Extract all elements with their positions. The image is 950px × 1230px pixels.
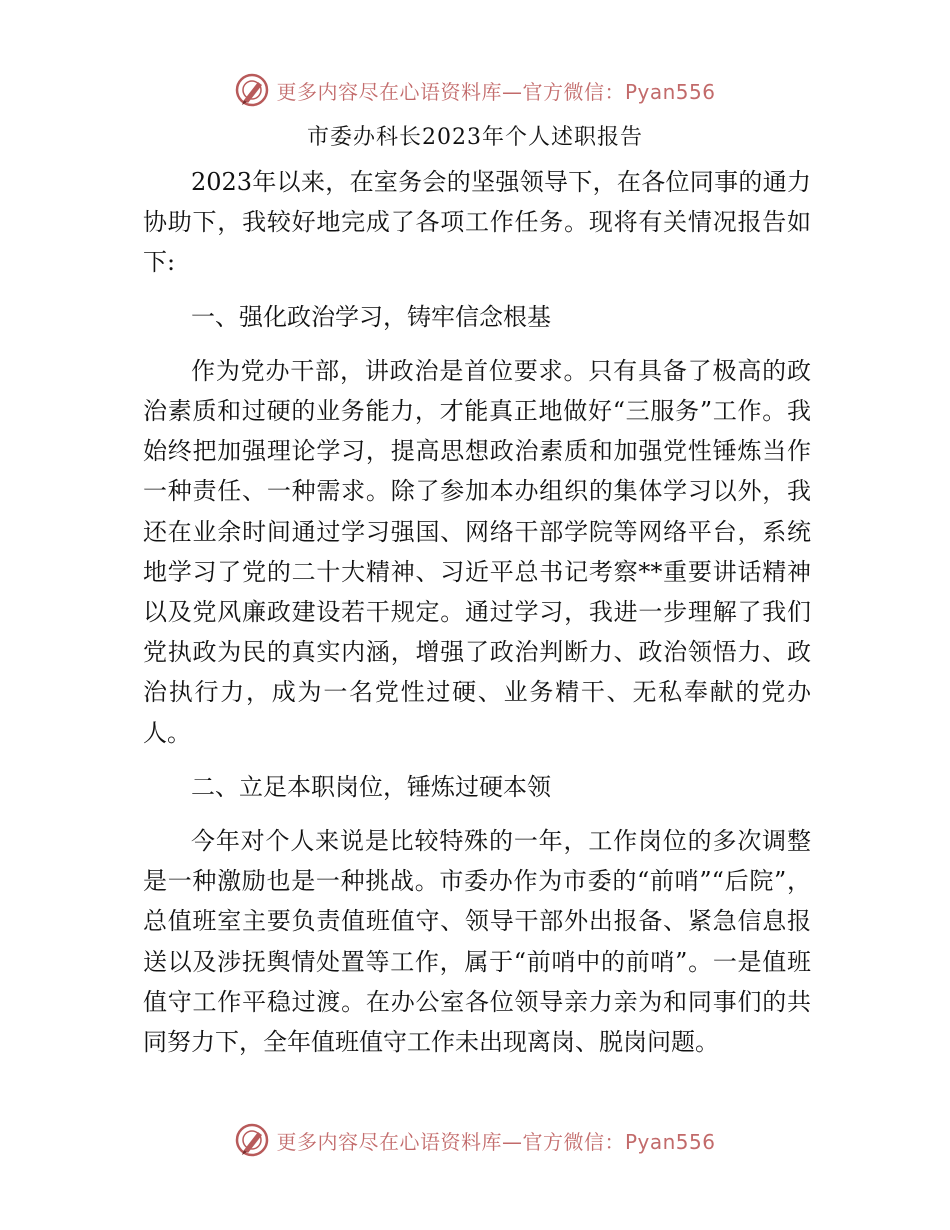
section-2-paragraph: 今年对个人来说是比较特殊的一年，工作岗位的多次调整是一种激励也是一种挑战。市委办作为市委的“前哨”“后院”，总值班室主要负责值班值守、领导干部外出报备、紧急信息报送以及涉抚舆情处置等工作，属于“前哨中的前哨”。一是值班值守工作平稳过渡。在办公室各位领导亲力亲为和同事们的共同努力下，全年值班值守工作未出现离岗、脱岗问题。 [143, 827, 811, 1057]
document-body [143, 162, 811, 1076]
header-watermark [0, 70, 950, 110]
section-2-heading: 二、立足本职岗位，锤炼过硬本领 [191, 772, 551, 801]
section-1-heading: 一、强化政治学习，铸牢信念根基 [191, 302, 551, 331]
watermark-text: 更多内容尽在心语资料库—官方微信：Pyan556 [276, 1129, 716, 1154]
document-title: 市委办科长2023年个人述职报告 [307, 125, 643, 150]
section-1-paragraph: 作为党办干部，讲政治是首位要求。只有具备了极高的政治素质和过硬的业务能力，才能真正地做好“三服务”工作。我始终把加强理论学习，提高思想政治素质和加强党性锤炼当作一种责任、一种需求。除了参加本办组织的集体学习以外，我还在业余时间通过学习强国、网络干部学院等网络平台，系统地学习了党的二十大精神、习近平总书记考察**重要讲话精神以及党风廉政建设若干规定。通过学习，我进一步理解了我们党执政为民的真实内涵，增强了政治判断力、政治领悟力、政治执行力，成为一名党性过硬、业务精干、无私奉献的党办人。 [143, 356, 811, 747]
pen-logo-icon [234, 1122, 270, 1158]
pen-logo-icon [234, 72, 270, 108]
intro-paragraph: 2023年以来，在室务会的坚强领导下，在各位同事的通力协助下，我较好地完成了各项工作任务。现将有关情况报告如下: [143, 168, 811, 277]
footer-watermark [0, 1120, 950, 1160]
watermark-text: 更多内容尽在心语资料库—官方微信：Pyan556 [276, 79, 716, 104]
